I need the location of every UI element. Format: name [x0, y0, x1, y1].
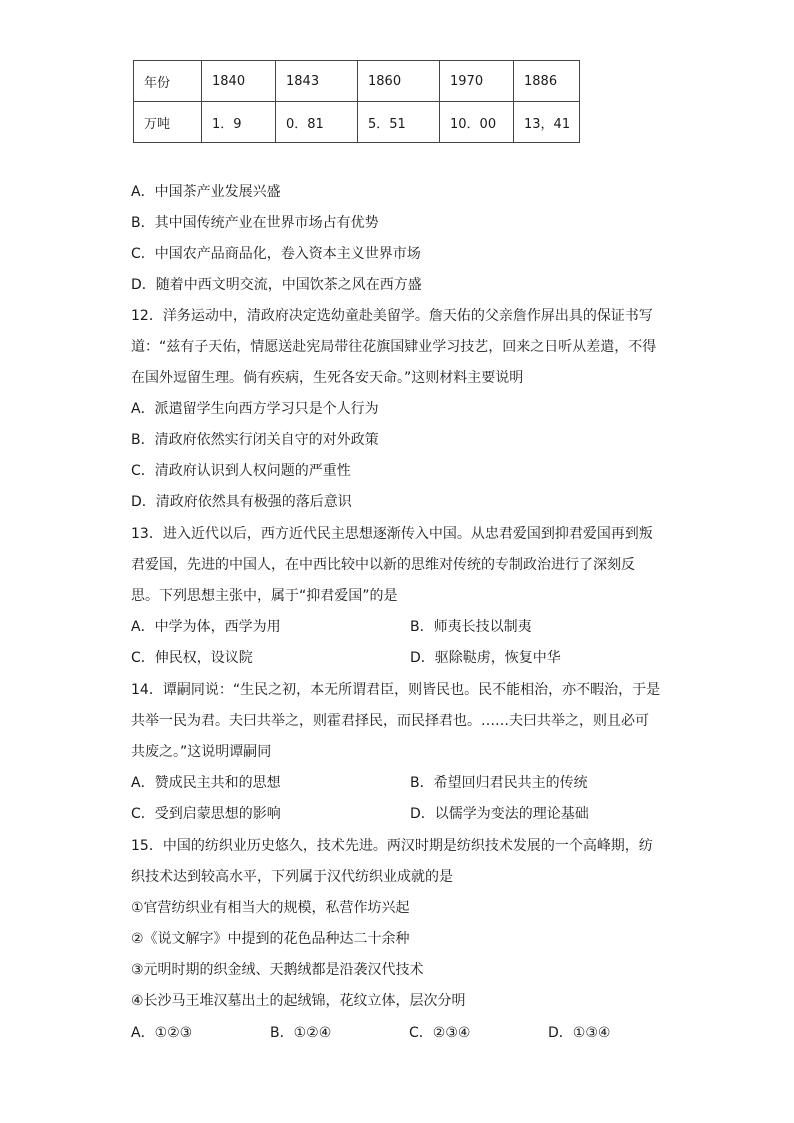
q15-option-b: B．①②④ [270, 1025, 332, 1041]
q13-option-b: B．师夷长技以制夷 [410, 619, 532, 635]
q12-option-b: B．清政府依然实行闭关自守的对外政策 [131, 432, 379, 448]
q11-option-b: B．其中国传统产业在世界市场占有优势 [131, 215, 379, 231]
q12-option-a: A．派遣留学生向西方学习只是个人行为 [131, 401, 379, 417]
q15-item: ①官营纺织业有相当大的规模，私营作坊兴起 [131, 900, 410, 916]
table-cell: 万吨 [134, 102, 202, 143]
table-cell: 1970 [440, 61, 514, 102]
table-row [134, 102, 580, 143]
q12-option-d: D．清政府依然具有极强的落后意识 [131, 494, 352, 510]
table-cell: 0．81 [276, 102, 358, 143]
q15-item: ④长沙马王堆汉墓出土的起绒锦，花纹立体，层次分明 [131, 993, 466, 1009]
q13-option-d: D．驱除鞑虏，恢复中华 [410, 650, 561, 666]
table-cell: 1843 [276, 61, 358, 102]
q15-option-c: C．②③④ [409, 1025, 471, 1041]
q15-stem-line: 织技术达到较高水平，下列属于汉代纺织业成就的是 [131, 869, 453, 885]
q12-option-c: C．清政府认识到人权问题的严重性 [131, 463, 351, 479]
q13-option-a: A．中学为体，西学为用 [131, 619, 281, 635]
q11-option-c: C．中国农产品商品化，卷入资本主义世界市场 [131, 246, 421, 262]
table-cell: 13，41 [514, 102, 580, 143]
table-cell: 10．00 [440, 102, 514, 143]
q13-stem-line: 13．进入近代以后，西方近代民主思想逐渐传入中国。从忠君爱国到抑君爱国再到叛 [131, 526, 653, 542]
q11-option-a: A．中国茶产业发展兴盛 [131, 184, 281, 200]
q13-stem-line: 思。下列思想主张中，属于“抑君爱国”的是 [131, 588, 398, 604]
q14-option-b: B．希望回归君民共主的传统 [410, 775, 588, 791]
table-cell: 1886 [514, 61, 580, 102]
q14-stem-line: 14．谭嗣同说：“生民之初，本无所谓君臣，则皆民也。民不能相治，亦不暇治，于是 [131, 682, 661, 698]
q13-stem-line: 君爱国，先进的中国人，在中西比较中以新的思维对传统的专制政治进行了深刻反 [131, 557, 635, 573]
table-cell: 1．9 [202, 102, 276, 143]
table-cell: 年份 [134, 61, 202, 102]
q14-option-c: C．受到启蒙思想的影响 [131, 806, 281, 822]
q14-stem-line: 共废之。”这说明谭嗣同 [131, 744, 272, 760]
q12-stem-line: 道：“兹有子天佑，情愿送赴宪局带往花旗国肄业学习技艺，回来之日听从差遣，不得 [131, 339, 657, 355]
table-row [134, 61, 580, 102]
q13-option-c: C．伸民权，设议院 [131, 650, 253, 666]
q15-option-d: D．①③④ [548, 1025, 611, 1041]
q15-option-a: A．①②③ [131, 1025, 193, 1041]
table-cell: 1840 [202, 61, 276, 102]
q15-item: ③元明时期的织金绒、天鹅绒都是沿袭汉代技术 [131, 962, 424, 978]
table-cell: 5．51 [358, 102, 440, 143]
q11-option-d: D．随着中西文明交流，中国饮茶之风在西方盛 [131, 277, 422, 293]
table-cell: 1860 [358, 61, 440, 102]
q12-stem-line: 在国外逗留生理。倘有疾病，生死各安天命。”这则材料主要说明 [131, 370, 524, 386]
q14-option-a: A．赞成民主共和的思想 [131, 775, 281, 791]
tea-export-table [133, 60, 580, 143]
q14-stem-line: 共举一民为君。夫曰共举之，则霍君择民，而民择君也。……夫曰共举之，则且必可 [131, 713, 649, 729]
q15-stem-line: 15．中国的纺织业历史悠久，技术先进。两汉时期是纺织技术发展的一个高峰期，纺 [131, 838, 653, 854]
q14-option-d: D．以儒学为变法的理论基础 [410, 806, 589, 822]
q15-item: ②《说文解字》中提到的花色品种达二十余种 [131, 931, 410, 947]
q12-stem-line: 12．洋务运动中，清政府决定选幼童赴美留学。詹天佑的父亲詹作屏出具的保证书写 [131, 308, 653, 324]
